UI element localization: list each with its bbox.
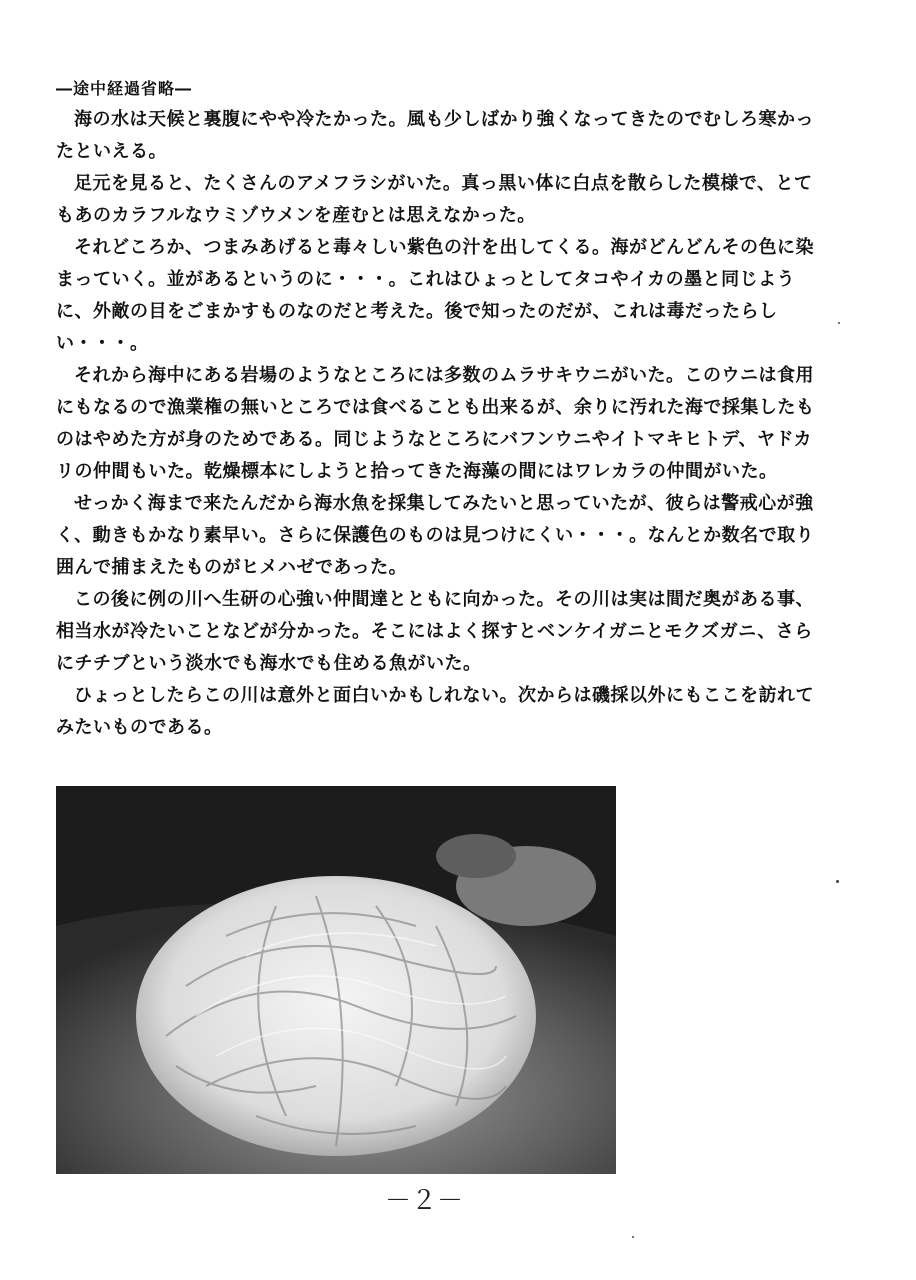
- paragraph: この後に例の川へ生研の心強い仲間達とともに向かった。その川は実は間だ奥がある事、相当水が冷たいことなどが分かった。そこにはよく探すとベンケイガニとモクズガニ、さらにチチブという淡水でも海水でも住める魚がいた。: [56, 589, 814, 674]
- paragraph: せっかく海まで来たんだから海水魚を採集してみたいと思っていたが、彼らは警戒心が強く、動きもかなり素早い。さらに保護色のものは見つけにくい・・・。なんとか数名で取り囲んで捕まえたものがヒメハゼであった。: [56, 493, 815, 578]
- photo-illustration: [56, 786, 616, 1174]
- section-heading: ―途中経過省略―: [56, 79, 193, 98]
- article-body: [56, 104, 816, 744]
- scan-speck: [838, 322, 840, 324]
- paragraph: それから海中にある岩場のようなところには多数のムラサキウニがいた。このウニは食用にもなるので漁業権の無いところでは食べることも出来るが、余りに汚れた海で採集したものはやめた方が身のためである。同じようなところにバフンウニやイトマキヒトデ、ヤドカリの仲間もいた。乾燥標本にしようと拾ってきた海藻の間にはワレカラの仲間がいた。: [56, 365, 815, 482]
- paragraph: ひょっとしたらこの川は意外と面白いかもしれない。次からは磯採以外にもここを訪れてみたいものである。: [56, 685, 814, 738]
- scan-speck: [632, 1236, 634, 1238]
- sea-noodle-photo: [56, 786, 616, 1174]
- page-number: －２－: [384, 1186, 463, 1216]
- paragraph: 海の水は天候と裏腹にやや冷たかった。風も少しばかり強くなってきたのでむしろ寒かったといえる。: [56, 109, 814, 162]
- paragraph: 足元を見ると、たくさんのアメフラシがいた。真っ黒い体に白点を散らした模様で、とてもあのカラフルなウミゾウメンを産むとは思えなかった。: [56, 173, 813, 226]
- paragraph: それどころか、つまみあげると毒々しい紫色の汁を出してくる。海がどんどんその色に染まっていく。並があるというのに・・・。これはひょっとしてタコやイカの墨と同じように、外敵の目をごまかすものなのだと考えた。後で知ったのだが、これは毒だったらしい・・・。: [56, 237, 814, 354]
- scan-speck: [836, 880, 839, 883]
